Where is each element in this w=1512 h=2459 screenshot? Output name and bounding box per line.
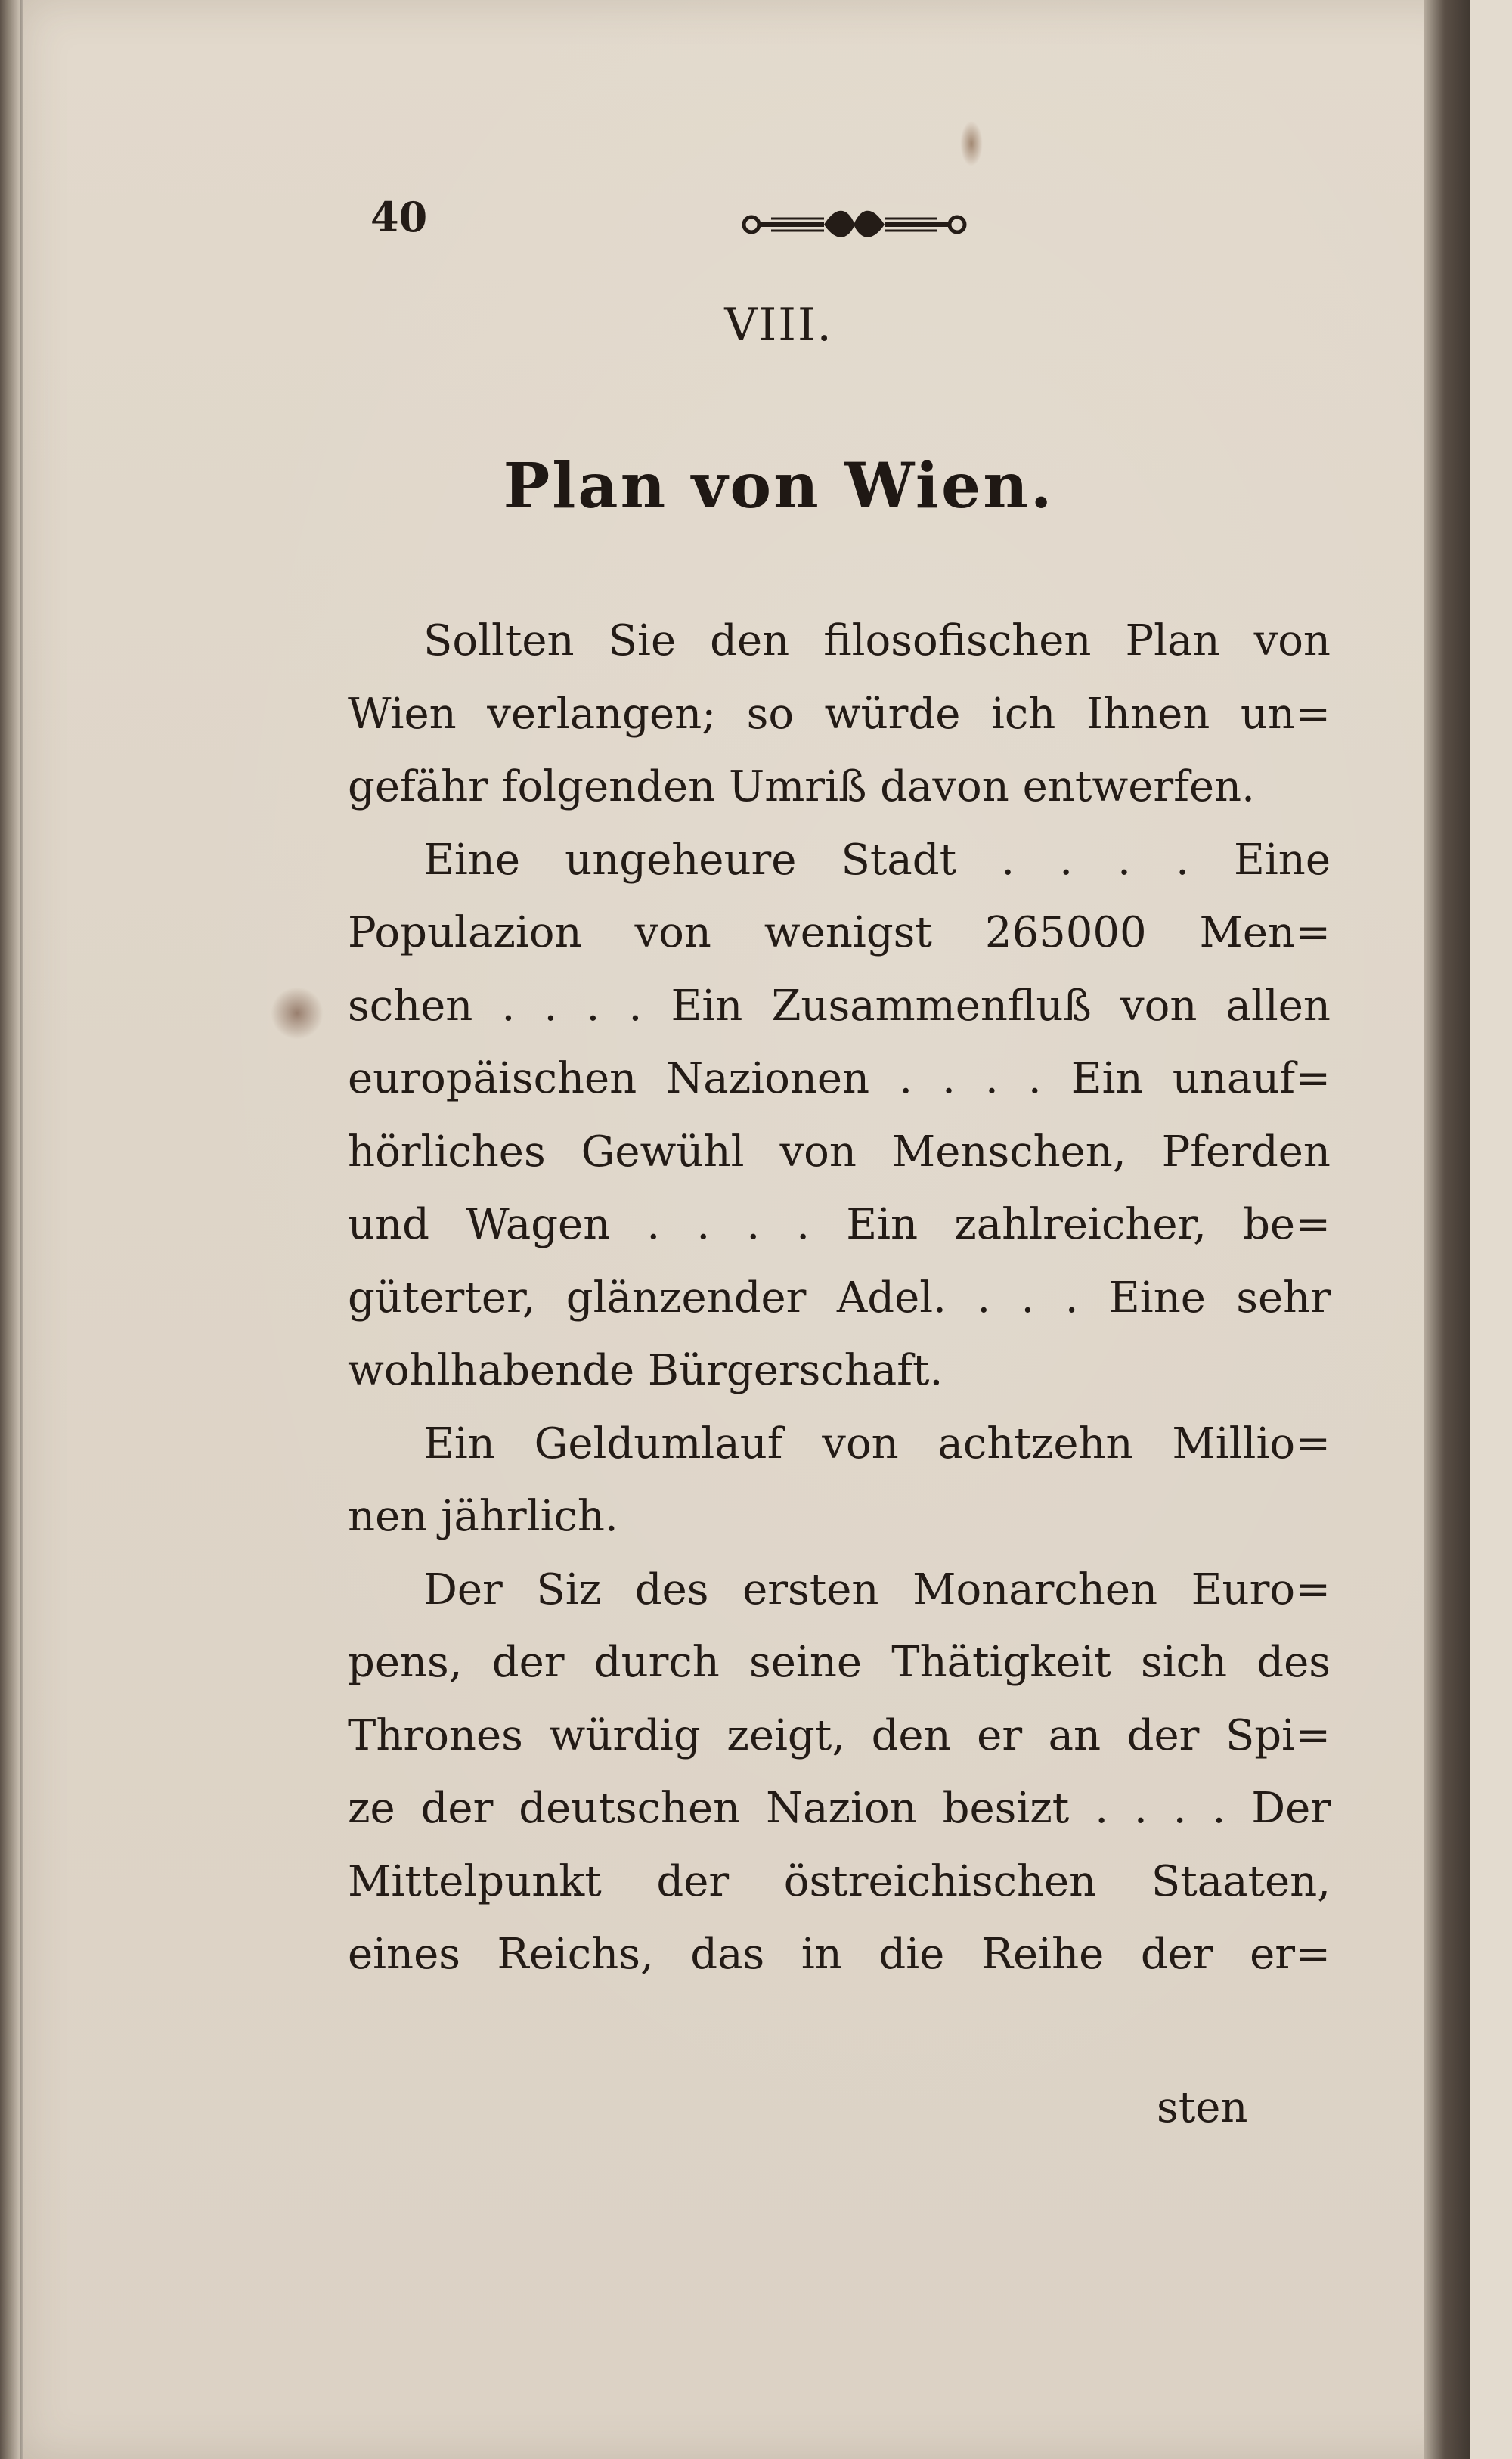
text-line: wohlhabende Bürgerschaft. [348, 1346, 943, 1395]
page-paper [23, 0, 1470, 2459]
page-number: 40 [370, 193, 428, 241]
text-line: Thrones würdig zeigt, den er an der Spi= [348, 1710, 1331, 1760]
chapter-number: VIII. [724, 299, 833, 352]
page-header [348, 193, 1353, 261]
chapter-title: Plan von Wien. [503, 450, 1055, 522]
page-edge [1424, 0, 1470, 2459]
ink-stain [271, 987, 324, 1040]
text-line: schen . . . . Ein Zusammenfluß von allen [348, 981, 1331, 1031]
text-line: Sollten Sie den filosofischen Plan von [423, 616, 1331, 665]
text-line: Der Siz des ersten Monarchen Euro= [423, 1564, 1331, 1614]
ornament-icon [741, 200, 968, 246]
text-line: und Wagen . . . . Ein zahlreicher, be= [348, 1200, 1331, 1249]
text-line: Ein Geldumlauf von achtzehn Millio= [423, 1419, 1331, 1468]
text-line: hörliches Gewühl von Menschen, Pferden [348, 1127, 1331, 1177]
ink-stain [960, 121, 983, 166]
text-line: Mittelpunkt der östreichischen Staaten, [348, 1856, 1331, 1906]
text-line: Populazion von wenigst 265000 Men= [348, 908, 1331, 957]
text-line: pens, der durch seine Thätigkeit sich des [348, 1638, 1331, 1687]
text-line: eines Reichs, das in die Reihe der er= [348, 1930, 1331, 1979]
book-gutter [0, 0, 20, 2459]
text-line: Eine ungeheure Stadt . . . . Eine [423, 835, 1331, 885]
text-line: europäischen Nazionen . . . . Ein unauf= [348, 1054, 1331, 1103]
text-line: güterter, glänzender Adel. . . . Eine sehr [348, 1273, 1331, 1323]
text-line: nen jährlich. [348, 1492, 618, 1541]
text-line: gefähr folgenden Umriß davon entwerfen. [348, 762, 1255, 811]
body-text [348, 605, 1331, 1992]
text-line: ze der deutschen Nazion besizt . . . . Der [348, 1784, 1331, 1833]
text-line: Wien verlangen; so würde ich Ihnen un= [348, 689, 1331, 739]
catchword: sten [1157, 2083, 1248, 2132]
